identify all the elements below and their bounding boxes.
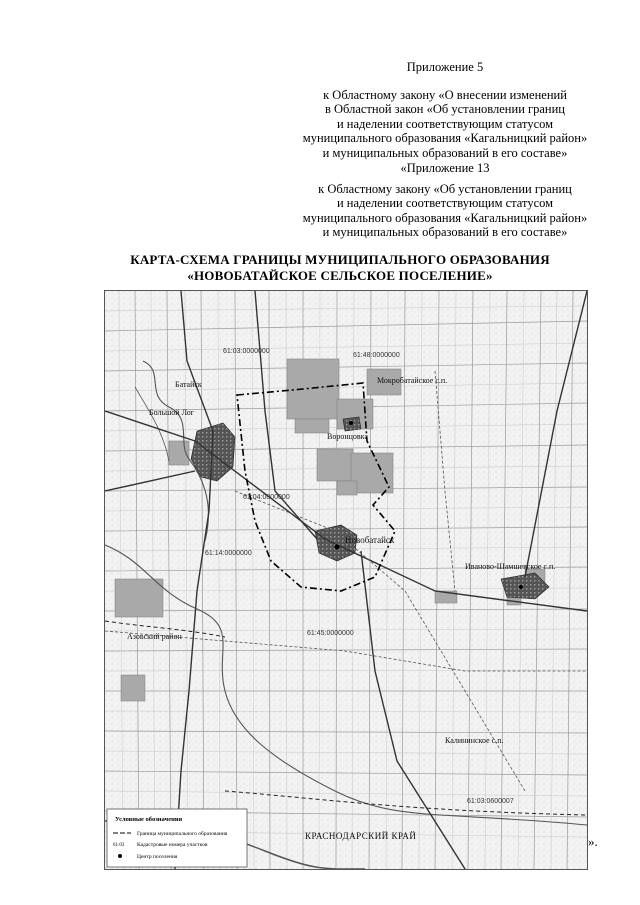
parcel-code-4: 61:14:0000000 bbox=[205, 550, 252, 557]
center-vorontsovka bbox=[349, 421, 353, 425]
legend-item-2-sample: 61:03 bbox=[113, 843, 125, 848]
parcel-fill-1 bbox=[287, 359, 339, 419]
label-bolshoj-log: Большой Лог bbox=[149, 408, 195, 417]
appendix-13-line-3: муниципального образования «Кагальницкий район» bbox=[302, 210, 588, 225]
appendix-5-line-1: к Областному закону «О внесении изменений bbox=[323, 87, 567, 102]
label-ivanovo: Иваново-Шамшевское с.п. bbox=[465, 562, 556, 571]
appendix-5-line-2: в Областной закон «Об установлении границ bbox=[324, 102, 565, 117]
closing-mark: ». bbox=[588, 834, 598, 849]
legend-item-2: Кадастровые номера участков bbox=[137, 842, 208, 848]
appendix-13-line-1: к Областному закону «Об установлении границ bbox=[318, 181, 572, 196]
appendix-5-title: Приложение 5 bbox=[406, 60, 484, 74]
parcel-fill-2 bbox=[295, 419, 329, 433]
parcel-code-3: 61:45:0000000 bbox=[307, 630, 354, 637]
label-mokrobatajsk: Мокробатайское с.п. bbox=[377, 376, 448, 385]
map-title bbox=[20, 252, 640, 283]
parcel-code-1: 61:03:0000000 bbox=[223, 348, 270, 355]
parcel-fill-7 bbox=[337, 481, 357, 495]
parcel-code-5: 61:48:0000000 bbox=[353, 352, 400, 359]
appendix-13-block bbox=[260, 161, 630, 240]
appendix-13-line-4: и муниципальных образований в его составе» bbox=[322, 225, 568, 240]
legend-title: Условные обозначения bbox=[115, 816, 183, 823]
legend-item-3: Центр поселения bbox=[137, 854, 178, 860]
appendix-5-line-4: муниципального образования «Кагальницкий район» bbox=[302, 131, 588, 146]
appendix-13-title: «Приложение 13 bbox=[400, 161, 490, 175]
center-novobatajsk bbox=[335, 545, 340, 550]
appendix-5-block bbox=[260, 60, 630, 161]
parcel-code-6: 61:03:0600007 bbox=[467, 798, 514, 805]
label-novobatajsk: Новобатайск bbox=[345, 535, 395, 545]
appendix-5-line-3: и наделении соответствующим статусом bbox=[336, 116, 554, 131]
label-azov-district: Азовский район bbox=[127, 632, 182, 641]
map-frame bbox=[104, 290, 588, 870]
legend-center-sample bbox=[118, 854, 122, 858]
center-ivanovo bbox=[519, 585, 523, 589]
label-vorontsovka: Воронцовка bbox=[327, 432, 368, 441]
legend-box bbox=[107, 809, 247, 867]
parcel-fill-9 bbox=[115, 579, 163, 617]
map-title-line-1: КАРТА-СХЕМА ГРАНИЦЫ МУНИЦИПАЛЬНОГО ОБРАЗОВАНИЯ bbox=[130, 252, 550, 267]
label-kalinin: Калининское с.п. bbox=[445, 736, 504, 745]
label-batajsk: Батайск bbox=[175, 380, 202, 389]
label-krasnodar: КРАСНОДАРСКИЙ КРАЙ bbox=[305, 831, 417, 841]
parcel-fill-6 bbox=[351, 453, 393, 493]
parcel-fill-5 bbox=[317, 449, 353, 481]
parcel-fill-10 bbox=[121, 675, 145, 701]
legend-item-1: Граница муниципального образования bbox=[137, 831, 228, 837]
map-title-line-2: «НОВОБАТАЙСКОЕ СЕЛЬСКОЕ ПОСЕЛЕНИЕ» bbox=[187, 267, 493, 283]
appendix-5-line-5: и муниципальных образований в его составе» bbox=[322, 145, 568, 160]
appendix-13-line-2: и наделении соответствующим статусом bbox=[336, 196, 554, 211]
map-svg bbox=[105, 291, 587, 869]
parcel-code-2: 61:04:0000000 bbox=[243, 494, 290, 501]
